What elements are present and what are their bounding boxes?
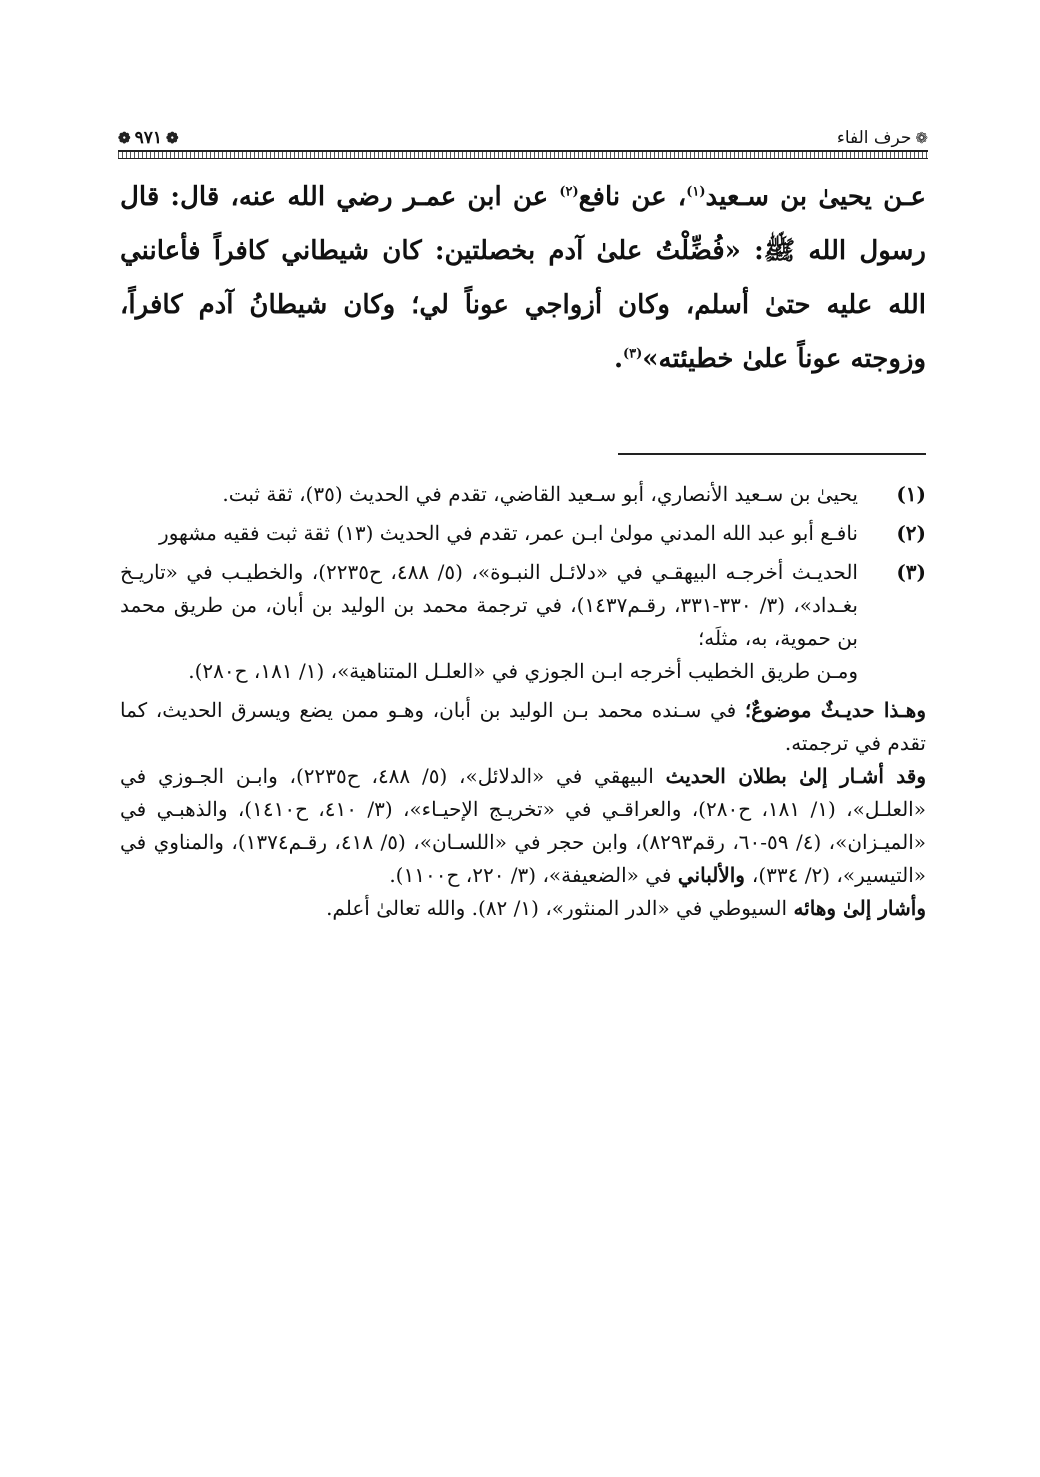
- commentary-paragraph: [120, 760, 926, 892]
- commentary-paragraph: [120, 892, 926, 925]
- commentary-text: في «الضعيفة»، (٣/ ٢٢٠، ح١١٠٠).: [389, 863, 678, 887]
- page-number: ٩٧١: [134, 128, 162, 148]
- ornament-icon: ❁: [118, 129, 131, 147]
- commentary-bold: وأشار إلىٰ وهائه: [793, 896, 926, 920]
- hadith-quote: «فُضِّلْتُ علىٰ آدم بخصلتين: كان شيطاني كافراً فأعانني الله عليه حتىٰ أسلم، وكان أزواجي عوناً لي؛ وكان شيطانُ آدم كافراً، وزوجته عوناً علىٰ خطيئته»: [120, 236, 926, 374]
- ornament-icon: ❁: [915, 129, 928, 147]
- footnote-text: الحديـث أخرجـه البيهقـي في «دلائـل النبـوة»، (٥/ ٤٨٨، ح٢٢٣٥)، والخطيـب في «تاريـخ بغـداد»، (٣/ ٣٣٠-٣٣١، رقـم١٤٣٧)، في ترجمة محمد بن الوليد بن أبان، من طريق محمد بن حموية، به، مثلَه؛: [120, 560, 858, 650]
- footnote-text: نافـع أبو عبد الله المدني مولىٰ ابـن عمر، تقدم في الحديث (١٣) ثقة ثبت فقيه مشهور: [159, 521, 858, 545]
- commentary-bold: وهـذا حديـثٌ موضوعٌ؛: [744, 698, 926, 722]
- footnote-commentary: [120, 694, 926, 925]
- footnote-ref-3: (٣): [623, 346, 643, 362]
- page-number-block: [118, 128, 179, 148]
- footnote-number: (١): [896, 482, 926, 506]
- narrator-text: عـن يحيىٰ بن سـعيد: [705, 182, 926, 212]
- narrator-text: عن ابن عمـر رضي الله عنه، قال: قال رسول الله ﷺ:: [120, 182, 926, 266]
- page-header: [118, 108, 928, 148]
- footnote-text: يحيىٰ بن سـعيد الأنصاري، أبو سـعيد القاضي، تقدم في الحديث (٣٥)، ثقة ثبت.: [222, 482, 858, 506]
- hadith-end: .: [613, 344, 623, 374]
- running-title-block: [837, 128, 928, 148]
- footnotes: [120, 478, 926, 925]
- commentary-paragraph: [120, 694, 926, 760]
- footnote-number: (٣): [896, 560, 926, 584]
- hadith-text: [120, 170, 926, 386]
- footnote-3: [120, 556, 926, 688]
- running-title: حرف الفاء: [836, 128, 912, 148]
- ornament-icon: ❁: [165, 129, 179, 147]
- footnote-1: [120, 478, 926, 511]
- footnote-separator: [618, 453, 926, 455]
- footnote-ref-2: (٢): [559, 184, 579, 200]
- commentary-bold: وقد أشـار إلىٰ بطلان الحديث: [665, 764, 926, 788]
- commentary-text: السيوطي في «الدر المنثور»، (١/ ٨٢). والله تعالىٰ أعلم.: [326, 896, 794, 920]
- commentary-text: في سـنده محمد بـن الوليد بن أبان، وهـو ممن يضع ويسرق الحديث، كما تقدم في ترجمته.: [120, 698, 926, 755]
- narrator-text: ، عن نافع: [578, 182, 687, 212]
- commentary-bold: والألباني: [677, 863, 752, 887]
- commentary-text: البيهقي في «الدلائل»، (٥/ ٤٨٨، ح٢٢٣٥)، وابـن الجـوزي في «العلـل»، (١/ ١٨١، ح٢٨٠)، والعراقـي في «تخريـج الإحيـاء»، (٣/ ٤١٠، ح١٤١٠)، والذهبـي في «الميـزان»، (٤/ ٥٩-٦٠، رقم٨٢٩٣)، وابن حجر في «اللسـان»، (٥/ ٤١٨، رقـم١٣٧٤)، والمناوي في «التيسير»، (٢/ ٣٣٤)،: [120, 764, 926, 887]
- footnote-number: (٢): [896, 521, 926, 545]
- footnote-2: [120, 517, 926, 550]
- header-rule: [118, 150, 928, 159]
- hadith-paragraph: [120, 170, 926, 386]
- footnote-text: ومـن طريق الخطيب أخرجه ابـن الجوزي في «العلـل المتناهية»، (١/ ١٨١، ح٢٨٠).: [188, 659, 858, 683]
- footnote-ref-1: (١): [686, 184, 706, 200]
